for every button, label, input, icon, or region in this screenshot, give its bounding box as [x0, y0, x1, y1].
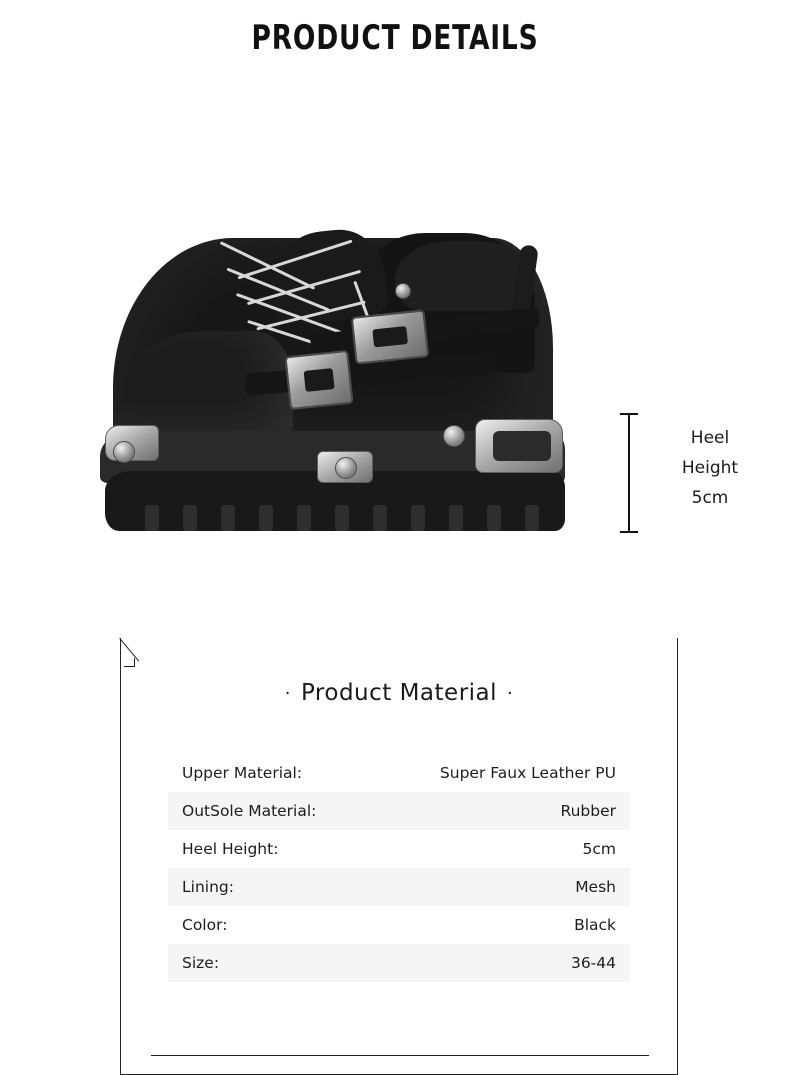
rivet-mid	[335, 457, 357, 479]
spec-value: 36-44	[390, 944, 630, 982]
spec-label: Upper Material:	[182, 764, 303, 782]
table-row	[168, 830, 630, 868]
spec-table	[168, 754, 630, 982]
card-corner-fold	[120, 638, 152, 676]
heel-label-line-2: Height	[681, 458, 739, 478]
table-row	[168, 944, 630, 982]
spec-label: Heel Height:	[182, 840, 279, 858]
heel-label-line-3: 5cm	[691, 488, 729, 508]
spec-label: Lining:	[168, 868, 390, 906]
rivet-heel	[443, 425, 465, 447]
shoe-buckle-upper	[351, 309, 430, 364]
spec-label: Size:	[168, 944, 390, 982]
card-title	[121, 680, 677, 706]
product-photo-area	[0, 58, 790, 578]
shoe-buckle-lower	[284, 350, 353, 410]
rivet-toe	[113, 441, 135, 463]
table-row	[168, 906, 630, 944]
heel-height-label	[655, 423, 765, 513]
spec-value: Black	[574, 916, 616, 934]
rivet-upper	[395, 283, 411, 299]
table-row	[168, 868, 630, 906]
page-title: PRODUCT DETAILS	[251, 18, 539, 58]
spec-value: 5cm	[582, 840, 616, 858]
heel-label-line-1: Heel	[690, 428, 730, 448]
product-material-card	[120, 638, 678, 1075]
shoe-illustration	[95, 213, 575, 558]
table-row	[168, 792, 630, 830]
spec-value: Super Faux Leather PU	[439, 764, 616, 782]
spec-label: Color:	[182, 916, 228, 934]
table-row	[168, 754, 630, 792]
heel-metal-fins	[493, 431, 551, 461]
heel-height-caliper	[620, 413, 638, 533]
title-dot-right: ·	[507, 683, 514, 704]
card-footer-divider	[151, 1055, 649, 1056]
spec-value: Mesh	[390, 868, 630, 906]
spec-label: OutSole Material:	[168, 792, 390, 830]
card-title-text: Product Material	[300, 680, 498, 706]
title-dot-left: ·	[284, 683, 291, 704]
spec-value: Rubber	[390, 792, 630, 830]
